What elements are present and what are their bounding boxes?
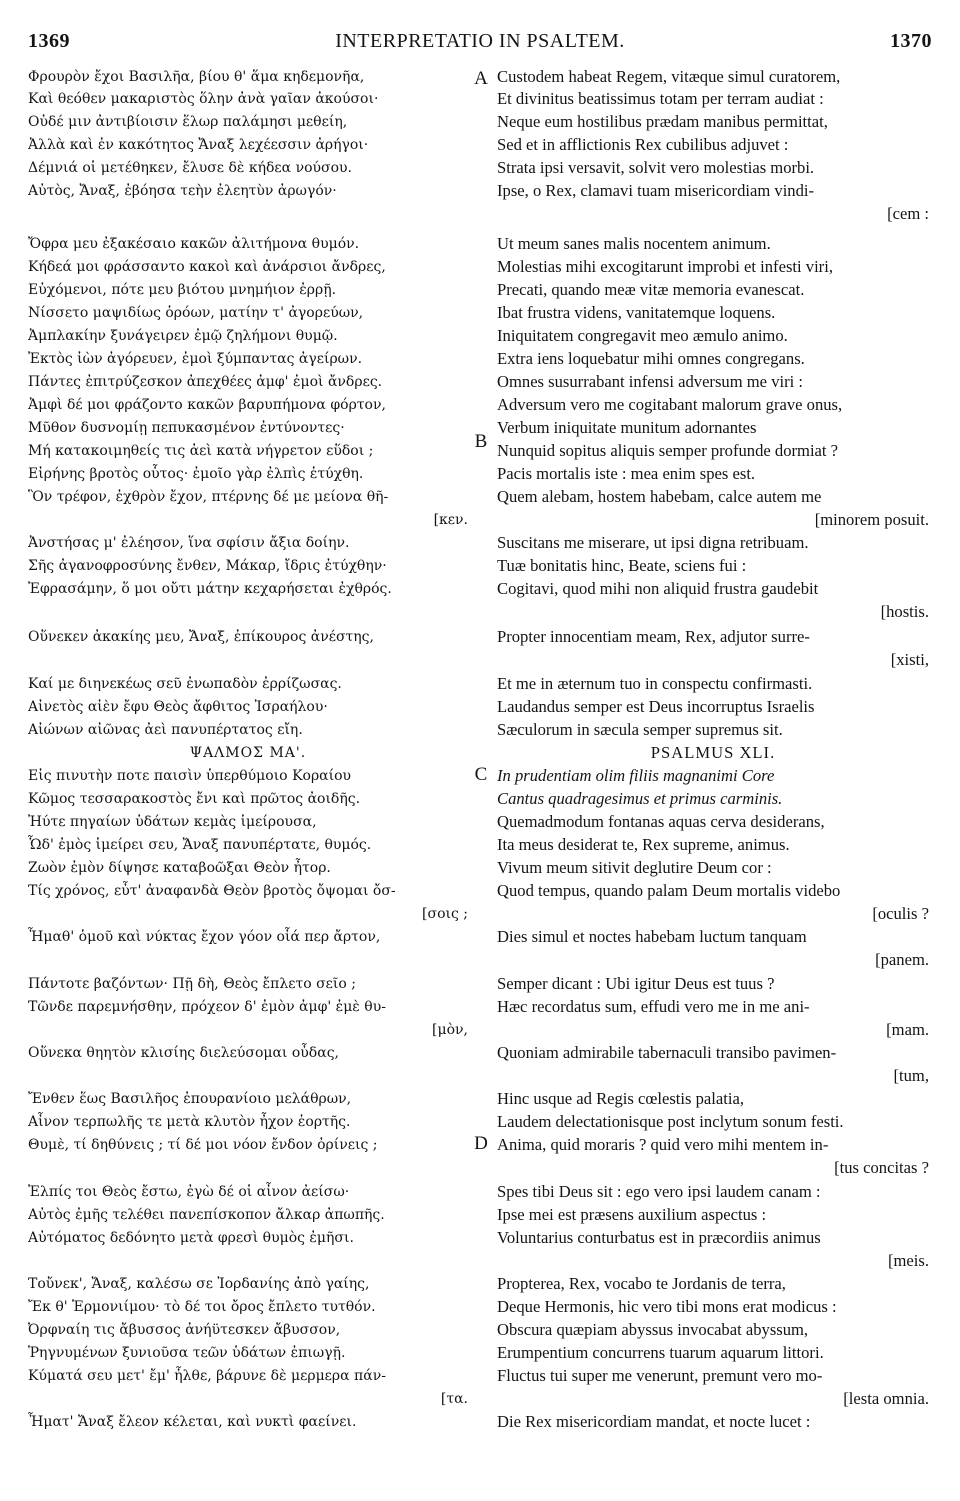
latin-line: Quemadmodum fontanas aquas cerva desiderans,: [497, 812, 825, 831]
latin-line: Custodem habeat Regem, vitæque simul curatorem,: [497, 67, 841, 86]
greek-line: Ῥηγνυμένων ξυνιοῦσα τεῶν ὑδάτων ἐπιωγῇ.: [28, 1345, 346, 1361]
latin-line: Sæculorum in sæcula semper supremus sit.: [497, 720, 783, 739]
greek-line: Ἐφρασάμην, ὅ μοι οὔτι μάτην κεχαρήσεται ἐχθρός.: [28, 581, 392, 597]
greek-line-continuation: [κεν.: [433, 512, 468, 528]
greek-line: Εὐχόμενοι, πότε μευ βιότου μνημήιον ἐρρῇ.: [28, 282, 337, 298]
latin-line: Voluntarius conturbatus est in præcordiis animus: [497, 1228, 821, 1247]
latin-line-continuation: [lesta omnia.: [843, 1389, 929, 1408]
greek-line: Ἀμπλακίην ξυνάγειρεν ἐμῷ ζηλήμονι θυμῷ.: [28, 328, 338, 344]
greek-line: Ἀνστήσας μ' ἐλέησον, ἵνα σφίσιν ἄξια δοίην.: [28, 535, 350, 551]
latin-line-continuation: [hostis.: [880, 602, 929, 621]
greek-line: Κήδεά μοι φράσσαντο κακοὶ καὶ ἀνάρσιοι ἄνδρες,: [28, 259, 386, 275]
latin-line-continuation: [tum,: [893, 1066, 929, 1085]
greek-line: Καὶ θεόθεν μακαριστὸς ὅλην ἀνὰ γαῖαν ἀκούσοι·: [28, 91, 379, 107]
latin-line: Verbum iniquitate munitum adornantes: [497, 418, 757, 437]
latin-line-continuation: [oculis ?: [872, 904, 929, 923]
latin-line: Propterea, Rex, vocabo te Jordanis de terra,: [497, 1274, 786, 1293]
latin-line-continuation: [cem :: [887, 204, 929, 223]
latin-line: Quod tempus, quando palam Deum mortalis videbo: [497, 881, 841, 900]
greek-line: Τοὔνεκ', Ἄναξ, καλέσω σε Ἰορδανίης ἀπὸ γαίης,: [28, 1276, 370, 1292]
latin-line: Nunquid sopitus aliquis semper profunde dormiat ?: [497, 441, 839, 460]
greek-line: Αἶνον τερπωλῆς τε μετὰ κλυτὸν ἦχον ἑορτῆς.: [28, 1114, 351, 1130]
greek-line: Αὐτὸς, Ἄναξ, ἐβόησα τεὴν ἐλεητὺν ἀρωγόν·: [28, 183, 337, 199]
greek-line: Ὄφρα μευ ἐξακέσαιο κακῶν ἀλιτήμονα θυμόν.: [28, 236, 360, 252]
greek-line: Θυμὲ, τί δηθύνεις ; τί δέ μοι νόον ἔνδον ὀρίνεις ;: [28, 1137, 378, 1153]
greek-line-continuation: [τα.: [440, 1391, 468, 1407]
latin-line: Quoniam admirabile tabernaculi transibo pavimen-: [497, 1043, 837, 1062]
latin-line-continuation: [tus concitas ?: [834, 1158, 929, 1177]
margin-letter-c: C: [474, 764, 488, 785]
greek-line: Οὕνεκα θηητὸν κλισίης διελεύσομαι οὖδας,: [28, 1045, 339, 1061]
latin-line: Deque Hermonis, hic vero tibi mons erat modicus :: [497, 1297, 837, 1316]
latin-line: Ita meus desiderat te, Rex supreme, animus.: [497, 835, 790, 854]
latin-line-continuation: [xisti,: [890, 650, 929, 669]
margin-letter-a: A: [474, 68, 488, 89]
greek-line: Εἰς πινυτὴν ποτε παισὶν ὑπερθύμοιο Κοραίου: [28, 768, 352, 784]
greek-line: Μή κατακοιμηθείς τις ἀεὶ κατὰ νήγρετον εὕδοι ;: [28, 443, 374, 459]
latin-line: Laudem delectationisque post inclytum sonum festi.: [497, 1112, 844, 1131]
latin-line: Laudandus semper est Deus incorruptus Israelis: [497, 697, 815, 716]
greek-line: Ἠύτε πηγαίων ὑδάτων κεμὰς ἱμείρουσα,: [28, 814, 317, 830]
greek-line: Ἔνθεν ἕως Βασιλῆος ἐπουρανίοιο μελάθρων,: [28, 1091, 352, 1107]
latin-line: Die Rex misericordiam mandat, et nocte lucet :: [497, 1412, 811, 1431]
greek-line: Δέμνιά οἱ μετέθηκεν, ἔλυσε δὲ κήδεα νούσου.: [28, 160, 352, 176]
page-number-right: 1370: [890, 30, 932, 52]
latin-line: Omnes susurrabant infensi adversum me viri :: [497, 372, 803, 391]
greek-line: Καί με διηνεκέως σεῦ ἐνωπαδὸν ἐρρίζωσας.: [28, 676, 342, 692]
latin-line: Ut meum sanes malis nocentem animum.: [497, 234, 771, 253]
greek-line: Εἰρήνης βροτὸς οὗτος· ἐμοῖο γὰρ ἐλπὶς ἐτύχθη.: [28, 466, 364, 482]
greek-line: Ἀμφὶ δέ μοι φράζοντο κακῶν βαρυπήμονα φόρτον,: [28, 397, 386, 413]
latin-line-continuation: [meis.: [887, 1251, 929, 1270]
latin-line: Ipse mei est præsens auxilium aspectus :: [497, 1205, 767, 1224]
latin-line: Anima, quid moraris ? quid vero mihi mentem in-: [497, 1135, 829, 1154]
latin-line: Hinc usque ad Regis cœlestis palatia,: [497, 1089, 745, 1108]
latin-line: Et divinitus beatissimus totam per terram audiat :: [497, 89, 824, 108]
latin-line: Suscitans me miserare, ut ipsi digna retribuam.: [497, 533, 809, 552]
latin-line: Et me in æternum tuo in conspectu confirmasti.: [497, 674, 813, 693]
latin-line: Iniquitatem congregavit meo æmulo animo.: [497, 326, 788, 345]
greek-line-continuation: [σοις ;: [422, 906, 468, 922]
greek-line-continuation: [μὸν,: [432, 1022, 468, 1038]
latin-line: Sed et in afflictionis Rex cubilibus adjuvet :: [497, 135, 789, 154]
latin-line: Ibat frustra videns, vanitatemque loquens.: [497, 303, 776, 322]
latin-line: Spes tibi Deus sit : ego vero ipsi laudem canam :: [497, 1182, 821, 1201]
latin-line: Pacis mortalis iste : mea enim spes est.: [497, 464, 756, 483]
latin-line: Neque eum hostilibus prædam manibus permittat,: [497, 112, 828, 131]
greek-line: Μῦθον δυσνομίῃ πεπυκασμένον ἐντύνοντες·: [28, 420, 345, 436]
greek-line: Ἀλλὰ καὶ ἐν κακότητος Ἄναξ λεχέεσσιν ἀρήγοι·: [28, 137, 369, 153]
greek-line: Αὐτὸς ἐμῆς τελέθει πανεπίσκοπον ἄλκαρ ἀπωπῆς.: [28, 1207, 385, 1223]
running-header: [28, 30, 932, 60]
latin-line: Dies simul et noctes habebam luctum tanquam: [497, 927, 807, 946]
latin-line: Obscura quæpiam abyssus invocabat abyssum,: [497, 1320, 809, 1339]
greek-line: Ὧδ' ἐμὸς ἱμείρει σευ, Ἄναξ πανυπέρτατε, θυμός.: [28, 837, 372, 853]
latin-line-italic: In prudentiam olim filiis magnanimi Core: [497, 766, 775, 785]
greek-line: Ὃν τρέφον, ἐχθρὸν ἔχον, πτέρνης δέ με μείονα θῆ-: [28, 489, 389, 505]
latin-line: Cogitavi, quod mihi non aliquid frustra gaudebit: [497, 579, 819, 598]
greek-line: Τίς χρόνος, εὖτ' ἀναφανδὰ Θεὸν βροτὸς ὄψομαι ὄσ-: [28, 883, 396, 899]
latin-line-continuation: [panem.: [875, 950, 929, 969]
page-number-left: 1369: [28, 30, 70, 52]
psalm-heading-latin: PSALMUS XLI.: [650, 743, 776, 762]
latin-line: Tuæ bonitatis hinc, Beate, sciens fui :: [497, 556, 747, 575]
greek-line: Σῆς ἀγανοφροσύνης ἔνθεν, Μάκαρ, ἴδρις ἐτύχθην·: [28, 558, 387, 574]
greek-line: Φρουρὸν ἔχοι Βασιλῆα, βίου θ' ἅμα κηδεμονῆα,: [28, 69, 365, 85]
greek-line: Ζωὸν ἐμὸν δίψησε καταβοῶξαι Θεὸν ἦτορ.: [28, 860, 331, 876]
greek-line: Αἰώνων αἰῶνας ἀεὶ πανυπέρτατος εἴη.: [28, 722, 303, 738]
greek-line: Ἐλπίς τοι Θεὸς ἔστω, ἐγὼ δέ οἱ αἶνον ἀείσω·: [28, 1184, 350, 1200]
greek-line: Ἦματ' Ἄναξ ἔλεον κέλεται, καὶ νυκτὶ φαείνει.: [28, 1414, 357, 1430]
latin-line-italic: Cantus quadragesimus et primus carminis.: [497, 789, 783, 808]
latin-line: Molestias mihi excogitarunt improbi et infesti viri,: [497, 257, 833, 276]
greek-line: Πάντες ἐπιτρύζεσκον ἀπεχθέες ἀμφ' ἐμοὶ ἄνδρες.: [28, 374, 383, 390]
running-title: INTERPRETATIO IN PSALTEM.: [335, 30, 625, 52]
greek-line: Κῶμος τεσσαρακοστὸς ἔνι καὶ πρῶτος ἀοιδῆς.: [28, 791, 361, 807]
latin-line: Precati, quando meæ vitæ memoria evanescat.: [497, 280, 805, 299]
greek-line: Οὕνεκεν ἀκακίης μευ, Ἄναξ, ἐπίκουρος ἀνέστης,: [28, 629, 374, 645]
greek-line: Νίσσετο μαψιδίως ὁρόων, ματίην τ' ἀγορεύων,: [28, 305, 364, 321]
greek-line: Τῶνδε παρεμνήσθην, πρόχεον δ' ἐμὸν ἀμφ' ἐμὲ θυ-: [28, 999, 386, 1015]
greek-line: Ἔκ θ' Ἑρμονιίμου· τὸ δέ τοι ὄρος ἔπλετο τυτθόν.: [28, 1299, 376, 1315]
greek-line: Αὐτόματος δεδόνητο μετὰ φρεσὶ θυμὸς ἐμῆσι.: [28, 1230, 354, 1246]
margin-letter-b: B: [474, 431, 488, 452]
latin-line: Quem alebam, hostem habebam, calce autem me: [497, 487, 822, 506]
latin-line: Vivum meum sitivit deglutire Deum cor :: [497, 858, 772, 877]
greek-line: Ἐκτὸς ἰὼν ἀγόρευεν, ἐμοὶ ξύμπαντας ἀγείρων.: [28, 351, 363, 367]
margin-letter-d: D: [474, 1133, 488, 1154]
greek-line: Κύματά σευ μετ' ἔμ' ἦλθε, βάρυνε δὲ μερμερα πάν-: [28, 1368, 386, 1384]
greek-line: Ὀρφναίη τις ἄβυσσος ἀνήϋτεσκεν ἄβυσσον,: [28, 1322, 341, 1338]
psalm-heading-greek: ΨΑΛΜΟΣ ΜΑ'.: [189, 745, 307, 761]
latin-line: Extra iens loquebatur mihi omnes congregans.: [497, 349, 805, 368]
latin-line-continuation: [minorem posuit.: [814, 510, 929, 529]
latin-line-continuation: [mam.: [886, 1020, 929, 1039]
greek-line: Αἰνετὸς αἰὲν ἔφυ Θεὸς ἄφθιτος Ἰσραήλου·: [28, 699, 328, 715]
latin-line: Erumpentium concurrens tuarum aquarum littori.: [497, 1343, 824, 1362]
latin-line: Hæc recordatus sum, effudi vero me in me ani-: [497, 997, 810, 1016]
latin-line: Adversum vero me cogitabant malorum grave onus,: [497, 395, 843, 414]
latin-line: Strata ipsi versavit, solvit vero molestias morbi.: [497, 158, 815, 177]
latin-line: Ipse, o Rex, clamavi tuam misericordiam vindi-: [497, 181, 815, 200]
greek-line: Πάντοτε βαζόντων· Πῇ δὴ, Θεὸς ἔπλετο σεῖο ;: [28, 976, 357, 992]
latin-line: Semper dicant : Ubi igitur Deus est tuus ?: [497, 974, 775, 993]
latin-line: Fluctus tui super me venerunt, premunt vero mo-: [497, 1366, 823, 1385]
greek-line: Οὐδέ μιν ἀντιβίοισιν ἕλωρ παλάμησι μεθείη,: [28, 114, 348, 130]
latin-line: Propter innocentiam meam, Rex, adjutor surre-: [497, 627, 810, 646]
greek-line: Ἦμαθ' ὁμοῦ καὶ νύκτας ἔχον γόον οἷά περ ἄρτον,: [28, 929, 381, 945]
